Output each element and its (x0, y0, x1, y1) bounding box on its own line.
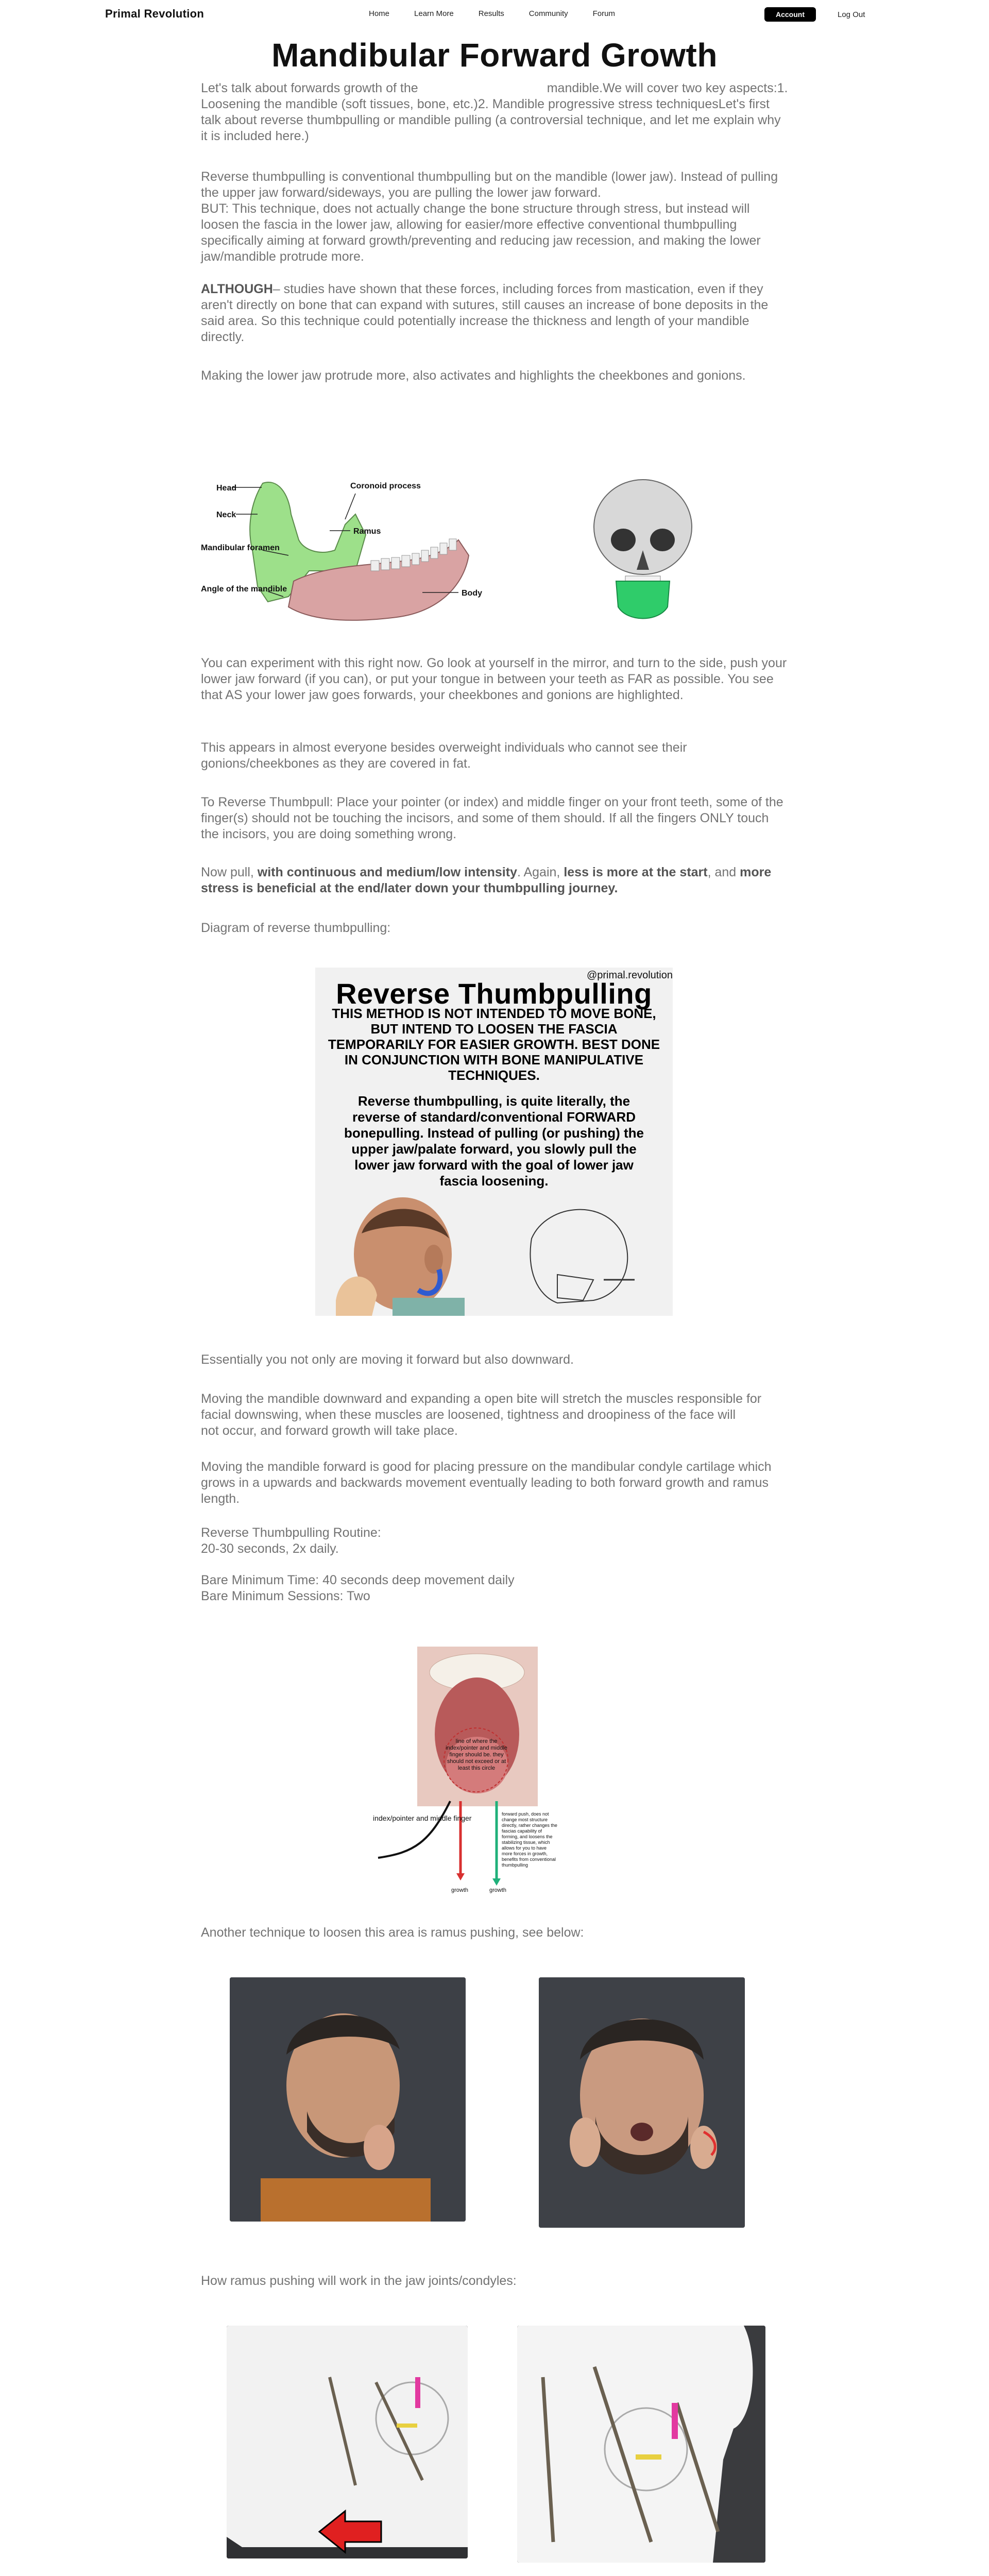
person-hand-left (570, 2117, 601, 2167)
label-body: Body (462, 589, 482, 598)
routine-title: Reverse Thumbpulling Routine: (201, 1526, 381, 1540)
skull-jaw-highlight (616, 581, 670, 619)
circle-note: line of where the index/pointer and middle finger should be. they should not exceed or at least this circle (446, 1738, 507, 1771)
reverse-thumbpulling-paragraph: Reverse thumbpulling is conventional thumbpulling but on the mandible (lower jaw). Instead of pulling the upper jaw forward/sideways, you are pulling the lower jaw forward. (201, 170, 778, 200)
label-foramen: Mandibular foramen (201, 544, 280, 552)
now-pull-emphasis-more-stress: more stress is beneficial at the end/later down your thumbpulling journey. (201, 865, 772, 895)
ramus-photo-front-illustration (539, 1977, 745, 2228)
tooth (391, 557, 400, 569)
now-pull-text-and: , and (707, 865, 740, 879)
although-label: ALTHOUGH (201, 282, 273, 296)
infographic-body: Reverse thumbpulling, is quite literally, the reverse of standard/conventional FORWARD bonepulling. Instead of pulling (or pushing) the upper jaw/palate forward, you slowly pull the lower jaw forward with the goal of lower jaw fascia loosening. (344, 1093, 644, 1189)
tooth (440, 543, 447, 554)
ramus-pushing-photo-side (230, 1977, 466, 2222)
now-pull-emphasis-less-is-more: less is more at the start (564, 865, 708, 879)
jaw-joint-model-photo-2 (517, 2326, 765, 2563)
skull-right-eye (650, 529, 675, 551)
label-ramus: Ramus (353, 527, 381, 536)
growth-forward-arrowhead (492, 1878, 501, 1886)
infographic-illustration (315, 1192, 673, 1316)
now-pull-text-again: . Again, (517, 865, 564, 879)
finger-label (373, 1814, 472, 1822)
ramus-photo-side-illustration (230, 1977, 466, 2222)
intro-paragraph: Let's talk about forwards growth of the mandible.We will cover two key aspects:1. Loosening the mandible (soft tissues, bone, etc.)2. Mandible progressive stress techniquesLet's first talk about reverse thumbpulling or mandible pulling (a controversial technique, and let me explain why it is included here.) (201, 81, 792, 143)
model-marker-yellow (636, 2454, 661, 2460)
label-angle: Angle of the mandible (201, 585, 287, 594)
model-marker-pink (415, 2377, 420, 2408)
nav-link-learn-more[interactable]: Learn More (414, 9, 454, 18)
account-button[interactable]: Account (764, 7, 816, 22)
growth-forward-label: growth (489, 1887, 507, 1893)
ramus-pushing-paragraph: Another technique to loosen this area is ramus pushing, see below: (201, 1925, 584, 1940)
label-head: Head (216, 484, 237, 493)
although-text: – studies have shown that these forces, including forces from mastication, even if they aren't directly on bone that can expand with sutures, still causes an increase of bone deposits in the said area. So this technique could potentially increase the thickness and length of your mandible directly. (201, 282, 769, 344)
cheekbones-paragraph: Making the lower jaw protrude more, also activates and highlights the cheekbones and gonions. (201, 368, 746, 383)
now-pull-emphasis-intensity: with continuous and medium/low intensity (257, 865, 517, 879)
circle-note-box (443, 1738, 510, 1785)
tooth (381, 558, 389, 570)
jaw-joints-paragraph: How ramus pushing will work in the jaw joints/condyles: (201, 2274, 517, 2288)
mouth-finger-placement-diagram (373, 1647, 558, 1896)
tooth (421, 550, 429, 562)
minimum-sessions: Bare Minimum Sessions: Two (201, 1589, 370, 1603)
but-paragraph: BUT: This technique, does not actually change the bone structure through stress, but instead will loosen the fascia in the lower jaw, allowing for easier/more effective conventional thumbpulling specifically aiming at forward growth/preventing and reducing jaw recession, and making the lower jaw/mandible protrude more. (201, 201, 761, 264)
growth-down-arrowhead (456, 1873, 465, 1880)
finger-label-text: index/pointer and middle finger (373, 1814, 472, 1822)
top-nav (0, 0, 989, 28)
instructions-paragraph: To Reverse Thumbpull: Place your pointer (or index) and middle finger on your front teeth, some of the finger(s) should not be touching the incisors, and some of them should. If all the fingers ONLY touch the incisors, you are doing something wrong. (201, 795, 783, 841)
joint-model-2-illustration (517, 2326, 765, 2563)
joint-model-1-illustration (227, 2326, 468, 2558)
condyle-paragraph: Moving the mandible forward is good for placing pressure on the mandibular condyle cartilage which grows in a upwards and backwards movement eventually leading to both forward growth and ramus length. (201, 1460, 772, 1506)
tooth (449, 539, 456, 550)
logout-link[interactable]: Log Out (838, 10, 865, 19)
downward-paragraph: Essentially you not only are moving it forward but also downward. (201, 1352, 574, 1367)
ramus-pushing-photo-front (539, 1977, 745, 2228)
mandible-anatomy-diagram (201, 473, 489, 628)
skull-front-illustration (586, 478, 700, 628)
person-hand (364, 2125, 395, 2170)
person-mouth (630, 2123, 653, 2141)
tooth (431, 547, 438, 558)
model-marker-pink (672, 2403, 678, 2439)
nav-links (369, 9, 640, 18)
reverse-thumbpulling-infographic (315, 968, 673, 1316)
skull-left-eye (611, 529, 636, 551)
now-pull-text: Now pull, (201, 865, 258, 879)
infographic-warning: THIS METHOD IS NOT INTENDED TO MOVE BONE, BUT INTEND TO LOOSEN THE FASCIA TEMPORARILY FOR EASIER GROWTH. BEST DONE IN CONJUNCTION WITH BONE MANIPULATIVE TECHNIQUES. (328, 1006, 660, 1083)
tooth (371, 561, 379, 571)
nav-link-results[interactable]: Results (478, 9, 504, 18)
model-board (227, 2326, 468, 2547)
nav-link-community[interactable]: Community (528, 9, 568, 18)
routine-detail: 20-30 seconds, 2x daily. (201, 1541, 339, 1556)
label-coronoid: Coronoid process (350, 482, 421, 490)
now-pull-paragraph (201, 865, 788, 896)
model-marker-yellow (397, 2424, 417, 2428)
brand-logo[interactable]: Primal Revolution (105, 7, 204, 20)
skull-sketch (530, 1210, 627, 1303)
page-title: Mandibular Forward Growth (271, 37, 718, 74)
tooth (412, 553, 419, 565)
infographic-handle: @primal.revolution (586, 970, 673, 981)
nav-link-forum[interactable]: Forum (592, 9, 615, 18)
skull-sketch-jaw (557, 1275, 593, 1300)
label-neck: Neck (216, 511, 236, 519)
jaw-joint-model-photo-1 (227, 2326, 468, 2558)
growth-down-label: growth (451, 1887, 469, 1893)
finger-pointer-arrow (378, 1801, 450, 1858)
nav-link-home[interactable]: Home (369, 9, 390, 18)
although-paragraph (201, 281, 788, 345)
side-note: forward push, does not change most structure directly, rather changes the fascias capability of forming, and loosens the stabilizing tissue, which allows for you to have more forces in growth, benefits from conventional thumbpulling (502, 1811, 557, 1868)
open-bite-paragraph: Moving the mandible downward and expanding a open bite will stretch the muscles responsible for facial downswing, when these muscles are loosened, tightness and droopiness of the face will not occur, and forward growth will take place. (201, 1392, 872, 1438)
man-shirt (393, 1298, 465, 1316)
side-note-box (502, 1811, 558, 1884)
infographic-title: Reverse Thumbpulling (336, 977, 652, 1010)
person-shirt (261, 2178, 431, 2222)
tooth (402, 555, 410, 567)
appears-paragraph: This appears in almost everyone besides overweight individuals who cannot see their gonions/cheekbones as they are covered in fat. (201, 740, 687, 771)
diagram-label: Diagram of reverse thumbpulling: (201, 921, 391, 935)
experiment-paragraph: You can experiment with this right now. Go look at yourself in the mirror, and turn to the side, push your lower jaw forward (if you can), or put your tongue in between your teeth as FAR as possible. You see that AS your lower jaw goes forwards, your cheekbones and gonions are highlighted. (201, 656, 787, 702)
minimum-time: Bare Minimum Time: 40 seconds deep movement daily (201, 1573, 515, 1587)
